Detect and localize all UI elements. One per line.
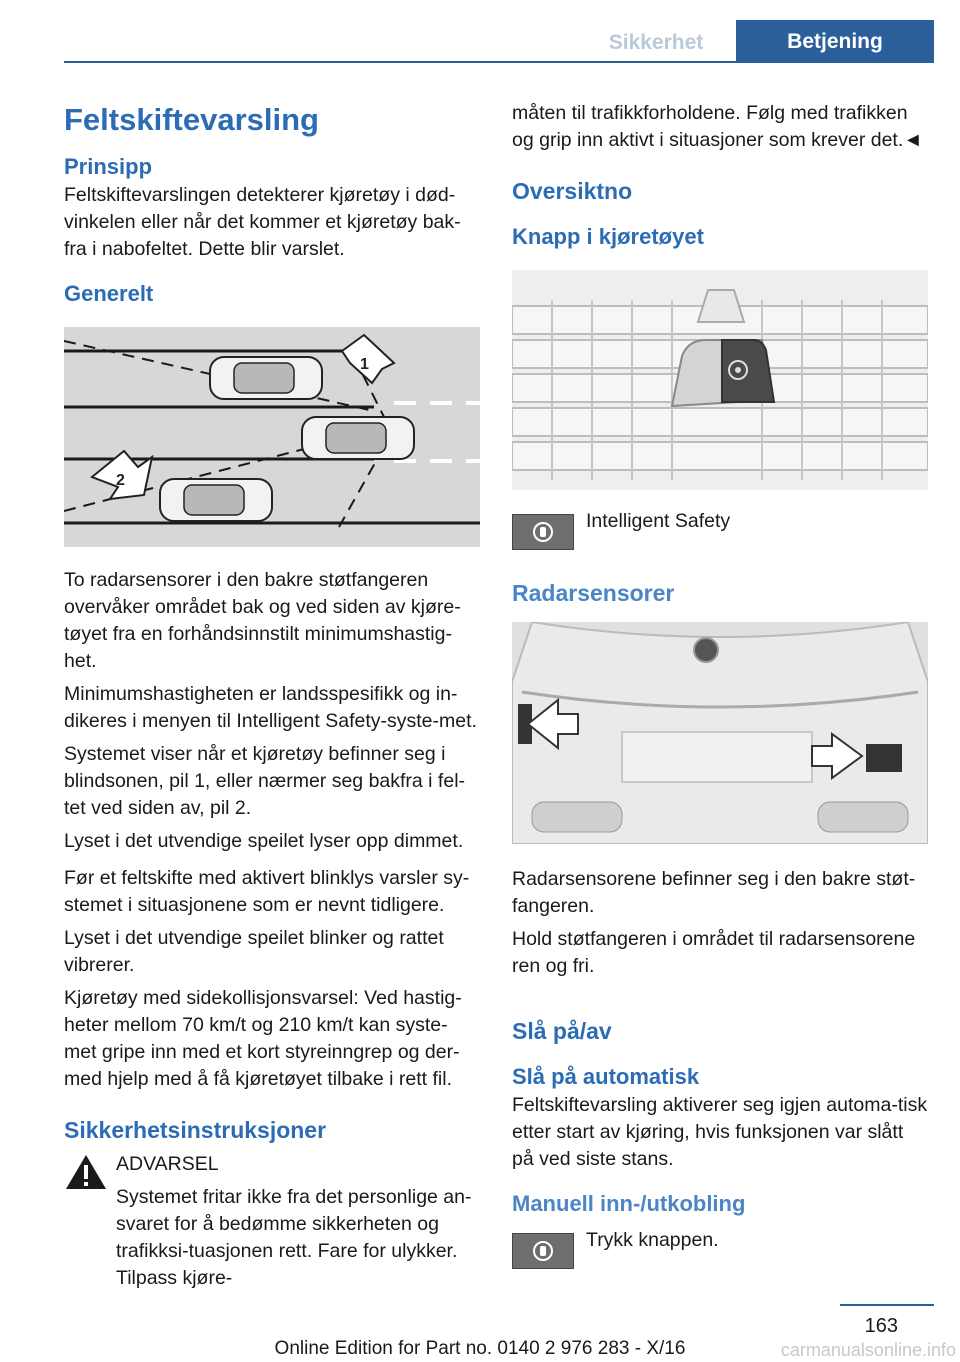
paragraph-3: Systemet viser når et kjøretøy befinner seg i blindsonen, pil 1, eller nærmer seg bakfra i fel-tet ved siden av, pil 2. [64,743,466,819]
warning-box [64,1151,480,1292]
heading-button: Knapp i kjøretøyet [512,224,704,249]
left-column [64,100,480,1298]
button-photo [512,270,928,490]
heading-overview: Oversiktno [512,178,633,204]
warning-triangle-icon [64,1153,108,1191]
heading-manual: Manuell inn-/utkobling [512,1191,746,1216]
tab-sikkerhet[interactable]: Sikkerhet [608,31,704,54]
paragraph-continued: måten til trafikkforholdene. Følg med trafikken og grip inn aktivt i situasjoner som krever det.◄ [512,102,923,151]
paragraph-principle: Feltskiftevarslingen detekterer kjøretøy i død-vinkelen eller når det kommer et kjøretøy bak-fra i nabofeltet. Dette blir varslet. [64,184,461,260]
heading-auto: Slå på automatisk [512,1064,700,1089]
manual-toggle-row [512,1227,928,1287]
car-top [210,357,322,399]
manual-toggle-button-icon [512,1233,574,1269]
paragraph-7: Kjøretøy med sidekollisjonsvarsel: Ved hastig-heter mellom 70 km/t og 210 km/t kan syste-met gripe inn med et kort styreinngrep og der-med hjelp med å få kjøretøyet tilbake i rett fil. [64,987,462,1090]
edition-text: Online Edition for Part no. 0140 2 976 283 - X/16 [274,1338,686,1359]
page-title: Feltskiftevarsling [64,102,319,137]
paragraph-5: Før et feltskifte med aktivert blinklys varsler sy-stemet i situasjonene som er nevnt tidligere. [64,867,470,916]
paragraph-2: Minimumshastigheten er landsspesifikk og in-dikeres i menyen til Intelligent Safety-syste-met. [64,683,477,732]
heading-principle: Prinsipp [64,154,153,179]
paragraph-auto: Feltskiftevarsling aktiverer seg igjen automa-tisk etter start av kjøring, hvis funksjonen var slått på ved siste stans. [512,1094,928,1170]
car-bottom [160,479,272,521]
lane-diagram [64,327,480,547]
lane-diagram-svg [64,327,480,547]
arrow-label-1: 1 [360,356,369,373]
arrow-label-2: 2 [116,472,125,489]
header-bar [0,20,960,62]
page-number: 163 [864,1315,898,1337]
paragraph-1: To radarsensorer i den bakre støtfangeren overvåker området bak og ved siden av kjøre-tøyet fra en forhåndsinnstilt minimumshastig-het. [64,569,461,672]
radar-photo [512,622,928,844]
paragraph-radar-1: Radarsensorene befinner seg i den bakre støt-fangeren. [512,868,916,917]
footer-edition [0,1338,960,1360]
button-photo-svg [512,270,928,490]
header-divider [64,61,934,63]
warning-text: Systemet fritar ikke fra det personlige an-svaret for å bedømme sikkerheten og trafikksi-tuasjonen rett. Fare for ulykker. Tilpass kjøre- [116,1186,472,1289]
watermark: carmanualsonline.info [780,1340,956,1360]
footer-divider [840,1304,934,1306]
paragraph-6: Lyset i det utvendige speilet blinker og rattet vibrerer. [64,927,444,976]
heading-safety: Sikkerhetsinstruksjoner [64,1117,327,1143]
warning-title: ADVARSEL [116,1153,219,1175]
radar-photo-svg [512,622,928,844]
manual-toggle-label: Trykk knappen. [586,1229,719,1251]
intelligent-safety-row [512,508,928,568]
tab-betjening[interactable]: Betjening [736,20,934,62]
heading-on-off: Slå på/av [512,1018,612,1044]
car-middle [302,417,414,459]
heading-radar: Radarsensorer [512,580,675,606]
paragraph-4: Lyset i det utvendige speilet lyser opp dimmet. [64,830,464,852]
paragraph-radar-2: Hold støtfangeren i området til radarsensorene ren og fri. [512,928,916,977]
intelligent-safety-button-icon [512,514,574,550]
intelligent-safety-label: Intelligent Safety [586,510,731,532]
heading-general: Generelt [64,281,154,306]
right-column [512,100,928,1287]
